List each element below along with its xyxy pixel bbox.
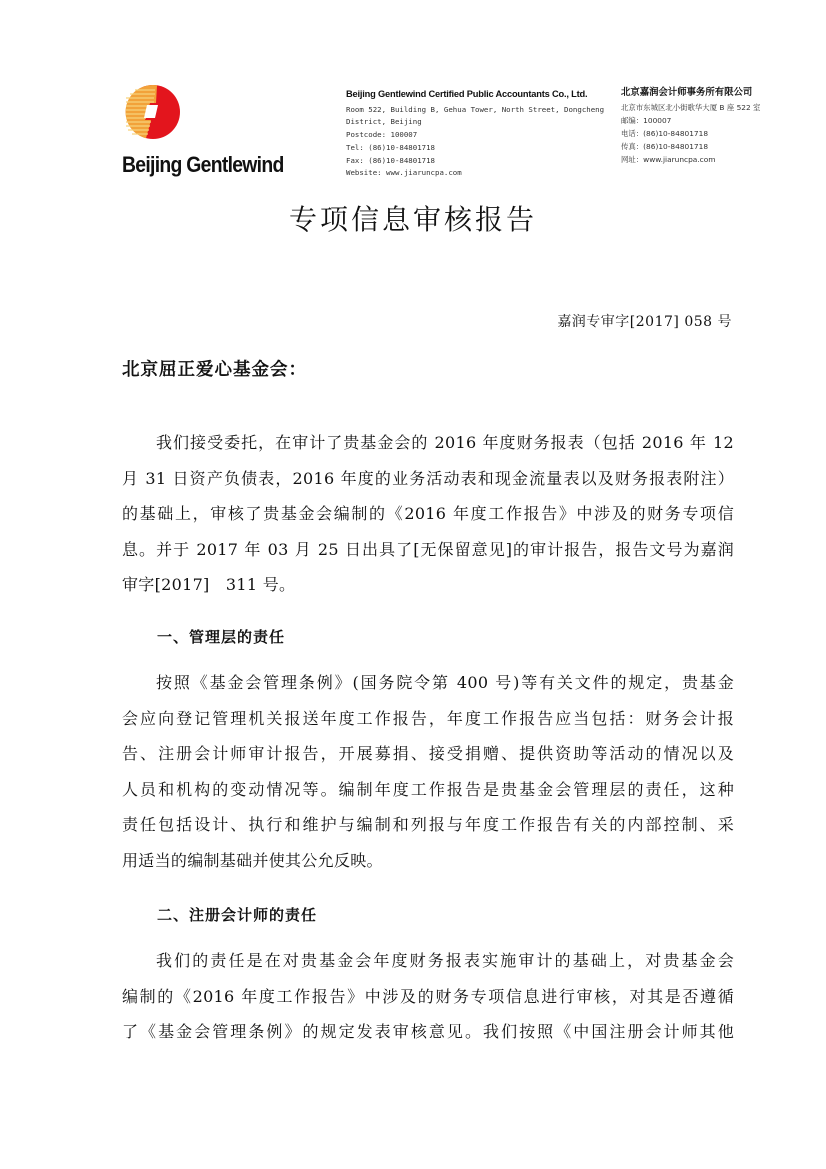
paragraph-line: 我们的责任是在对贵基金会年度财务报表实施审计的基础上，对贵基金会 — [156, 951, 734, 970]
paragraph-engagement — [122, 425, 734, 603]
firm-logo-icon — [124, 84, 182, 140]
english-postcode: Postcode: 100007 — [346, 130, 418, 140]
paragraph-line: 我们接受委托，在审计了贵基金会的 2016 年度财务报表（包括 2016 年 12 — [156, 433, 734, 452]
paragraph-line: 按照《基金会管理条例》(国务院令第 400 号)等有关文件的规定，贵基金 — [156, 673, 734, 692]
paragraph-line: 的基础上，审核了贵基金会编制的《2016 年度工作报告》中涉及的财务专项信 — [122, 504, 734, 523]
paragraph-line: 会应向登记管理机关报送年度工作报告，年度工作报告应当包括：财务会计报 — [122, 708, 734, 728]
chinese-website: 网址：www.jiaruncpa.com — [621, 155, 716, 164]
document-title: 专项信息审核报告 — [288, 203, 537, 236]
reference-number: 嘉润专审字[2017] 058 号 — [557, 314, 732, 330]
english-tel: Tel: (86)10-84801718 — [346, 142, 435, 152]
chinese-contact-block — [621, 86, 760, 166]
logo-wordmark: Beijing Gentlewind — [122, 152, 284, 177]
paragraph-line: 告、注册会计师审计报告，开展募捐、接受捐赠、提供资助等活动的情况以及 — [122, 744, 734, 763]
section-heading-management: 一、管理层的责任 — [157, 628, 286, 646]
paragraph-line: 编制的《2016 年度工作报告》中涉及的财务专项信息进行审核，对其是否遵循 — [122, 986, 734, 1006]
paragraph-line: 用适当的编制基础并使其公允反映。 — [122, 850, 383, 870]
chinese-fax: 传真：(86)10-84801718 — [621, 142, 709, 151]
paragraph-line: 息。并于 2017 年 03 月 25 日出具了[无保留意见]的审计报告，报告文号为嘉润 — [122, 539, 734, 559]
english-firm-name: Beijing Gentlewind Certified Public Accountants Co., Ltd. — [346, 89, 588, 99]
paragraph-line: 责任包括设计、执行和维护与编制和列报与年度工作报告有关的内部控制、采 — [122, 815, 734, 834]
paragraph-line: 了《基金会管理条例》的规定发表审核意见。我们按照《中国注册会计师其他 — [122, 1022, 734, 1041]
paragraph-line: 审字[2017] 311 号。 — [122, 575, 296, 594]
chinese-tel: 电话：(86)10-84801718 — [621, 129, 709, 138]
english-address-line1: Room 522, Building B, Gehua Tower, North Street, Dongcheng — [346, 104, 605, 114]
paragraph-line: 人员和机构的变动情况等。编制年度工作报告是贵基金会管理层的责任，这种 — [122, 779, 734, 799]
paragraph-line: 月 31 日资产负债表，2016 年度的业务活动表和现金流量表以及财务报表附注） — [122, 468, 734, 488]
english-fax: Fax: (86)10-84801718 — [346, 155, 435, 165]
chinese-address: 北京市东城区北小街歌华大厦 B 座 522 室 — [621, 103, 761, 112]
addressee: 北京屈正爱心基金会： — [122, 360, 307, 380]
section-heading-cpa: 二、注册会计师的责任 — [157, 906, 318, 924]
english-website: Website: www.jiaruncpa.com — [346, 168, 462, 178]
english-address-line2: District, Beijing — [346, 117, 422, 127]
english-contact-block — [346, 88, 604, 180]
paragraph-cpa-responsibility — [122, 943, 734, 1050]
chinese-firm-name: 北京嘉润会计师事务所有限公司 — [621, 87, 753, 98]
paragraph-management-responsibility — [122, 665, 734, 878]
chinese-postcode: 邮编：100007 — [621, 116, 672, 125]
